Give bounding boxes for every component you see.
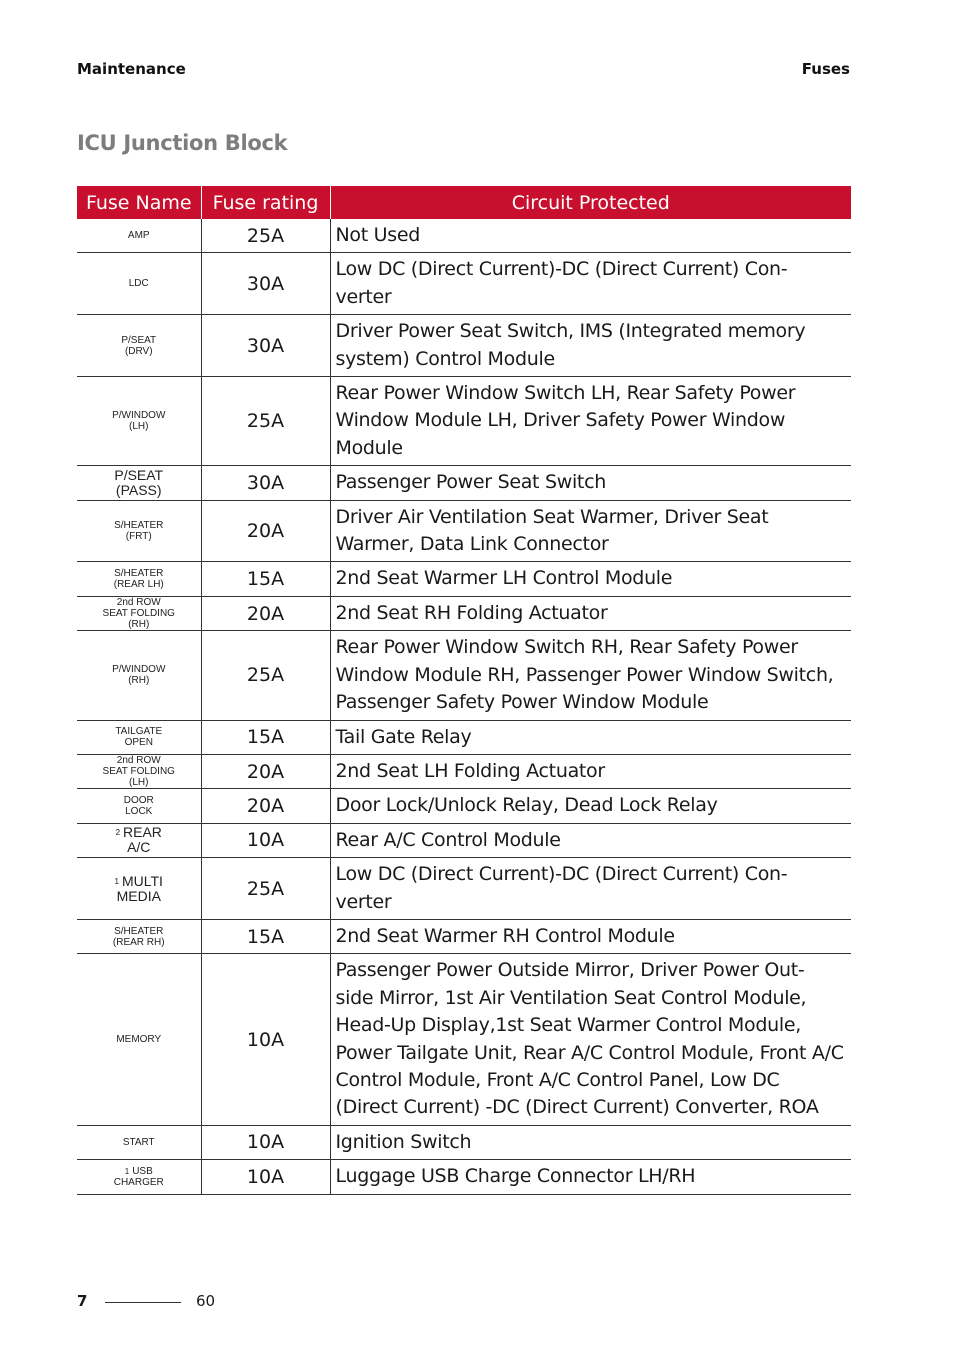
table-row <box>77 219 851 253</box>
fuse-name: USB CHARGER <box>113 1165 164 1188</box>
circuit-protected-cell: 2nd Seat RH Folding Actuator <box>330 596 851 630</box>
fuse-name: S/HEATER (REAR LH) <box>113 568 164 591</box>
circuit-protected-cell: Luggage USB Charge Connector LH/RH <box>330 1160 851 1194</box>
fuse-name: 2nd ROW SEAT FOLDING (RH) <box>102 597 175 631</box>
fuse-name-cell <box>77 823 201 857</box>
column-header-fuse-name: Fuse Name <box>77 186 201 219</box>
fuse-name: S/HEATER (FRT) <box>114 520 164 543</box>
table-row <box>77 631 851 720</box>
circuit-protected-cell: Passenger Power Seat Switch <box>330 466 851 500</box>
fuse-name: TAILGATE OPEN <box>115 726 163 749</box>
table-row <box>77 858 851 920</box>
circuit-protected-cell: Low DC (Direct Current)-DC (Direct Current) Con- verter <box>330 253 851 315</box>
circuit-protected-cell: Driver Air Ventilation Seat Warmer, Driver Seat Warmer, Data Link Connector <box>330 500 851 562</box>
fuse-footnote-marker: 2 <box>115 828 121 838</box>
fuse-name: P/SEAT (PASS) <box>114 466 164 498</box>
fuse-name: 2nd ROW SEAT FOLDING (LH) <box>102 755 175 789</box>
table-row <box>77 500 851 562</box>
fuse-name: MEMORY <box>116 1034 162 1046</box>
fuse-rating-cell: 20A <box>201 789 330 823</box>
table-row <box>77 720 851 754</box>
circuit-protected-cell: Not Used <box>330 219 851 253</box>
fuse-name: P/WINDOW (LH) <box>112 410 166 433</box>
fuse-name-cell <box>77 754 201 788</box>
fuse-name-cell <box>77 562 201 596</box>
fuse-rating-cell: 10A <box>201 954 330 1125</box>
fuse-rating-cell: 20A <box>201 596 330 630</box>
section-title: ICU Junction Block <box>77 131 288 155</box>
fuse-name-cell <box>77 315 201 377</box>
page-number: 60 <box>196 1292 216 1310</box>
chapter-number: 7 <box>77 1292 88 1310</box>
fuse-footnote-marker: 1 <box>124 1166 130 1176</box>
running-header-topic: Fuses <box>801 60 850 78</box>
fuse-table <box>77 186 851 1195</box>
fuse-rating-cell: 25A <box>201 858 330 920</box>
table-row <box>77 823 851 857</box>
fuse-rating-cell: 10A <box>201 1125 330 1159</box>
fuse-name-cell <box>77 219 201 253</box>
circuit-protected-cell: Ignition Switch <box>330 1125 851 1159</box>
running-header-section: Maintenance <box>77 60 186 78</box>
circuit-protected-cell: 2nd Seat Warmer RH Control Module <box>330 919 851 953</box>
table-row <box>77 754 851 788</box>
circuit-protected-cell: Low DC (Direct Current)-DC (Direct Current) Con- verter <box>330 858 851 920</box>
fuse-rating-cell: 25A <box>201 631 330 720</box>
circuit-protected-cell: Rear Power Window Switch LH, Rear Safety Power Window Module LH, Driver Safety Power Window Module <box>330 377 851 466</box>
fuse-rating-cell: 15A <box>201 720 330 754</box>
table-row <box>77 596 851 630</box>
circuit-protected-cell: Tail Gate Relay <box>330 720 851 754</box>
circuit-protected-cell: 2nd Seat Warmer LH Control Module <box>330 562 851 596</box>
fuse-rating-cell: 25A <box>201 377 330 466</box>
fuse-rating-cell: 15A <box>201 562 330 596</box>
circuit-protected-cell: Driver Power Seat Switch, IMS (Integrated memory system) Control Module <box>330 315 851 377</box>
fuse-name-cell <box>77 253 201 315</box>
fuse-rating-cell: 20A <box>201 754 330 788</box>
table-row <box>77 562 851 596</box>
fuse-name-cell <box>77 1125 201 1159</box>
fuse-rating-cell: 25A <box>201 219 330 253</box>
fuse-name-cell <box>77 631 201 720</box>
circuit-protected-cell: Door Lock/Unlock Relay, Dead Lock Relay <box>330 789 851 823</box>
fuse-name: LDC <box>128 278 149 290</box>
table-row <box>77 919 851 953</box>
fuse-name-cell <box>77 919 201 953</box>
fuse-name: P/WINDOW (RH) <box>112 664 166 687</box>
table-row <box>77 1160 851 1194</box>
footer-divider <box>105 1302 181 1303</box>
fuse-rating-cell: 30A <box>201 466 330 500</box>
table-row <box>77 315 851 377</box>
fuse-rating-cell: 20A <box>201 500 330 562</box>
table-header-row <box>77 186 851 219</box>
fuse-name: START <box>122 1136 155 1148</box>
fuse-name-cell <box>77 954 201 1125</box>
fuse-name-cell <box>77 377 201 466</box>
table-row <box>77 253 851 315</box>
circuit-protected-cell: 2nd Seat LH Folding Actuator <box>330 754 851 788</box>
fuse-rating-cell: 30A <box>201 315 330 377</box>
column-header-circuit-protected: Circuit Protected <box>330 186 851 219</box>
table-row <box>77 466 851 500</box>
fuse-name: MULTI MEDIA <box>116 872 163 904</box>
fuse-name: DOOR LOCK <box>123 795 154 818</box>
circuit-protected-cell: Passenger Power Outside Mirror, Driver Power Out- side Mirror, 1st Air Ventilation Seat Control Module, Head-Up Display,1st Seat Warmer Control Module, Power Tailgate Unit, Rear A/C Control Module, Front A/C Control Module, Front A/C Control Panel, Low DC (Direct Current) -DC (Direct Current) Converter, ROA <box>330 954 851 1125</box>
table-row <box>77 954 851 1125</box>
circuit-protected-cell: Rear Power Window Switch RH, Rear Safety Power Window Module RH, Passenger Power Window Switch, Passenger Safety Power Window Module <box>330 631 851 720</box>
fuse-name-cell <box>77 1160 201 1194</box>
fuse-name-cell <box>77 596 201 630</box>
fuse-rating-cell: 15A <box>201 919 330 953</box>
table-row <box>77 1125 851 1159</box>
fuse-name-cell <box>77 789 201 823</box>
fuse-footnote-marker: 1 <box>114 876 119 886</box>
table-row <box>77 377 851 466</box>
circuit-protected-cell: Rear A/C Control Module <box>330 823 851 857</box>
column-header-fuse-rating: Fuse rating <box>201 186 330 219</box>
fuse-name-cell <box>77 466 201 500</box>
fuse-name-cell <box>77 720 201 754</box>
fuse-rating-cell: 10A <box>201 823 330 857</box>
fuse-name: REAR A/C <box>123 824 162 856</box>
fuse-name: P/SEAT (DRV) <box>121 334 157 357</box>
fuse-name-cell <box>77 858 201 920</box>
fuse-rating-cell: 30A <box>201 253 330 315</box>
fuse-rating-cell: 10A <box>201 1160 330 1194</box>
table-row <box>77 789 851 823</box>
fuse-name-cell <box>77 500 201 562</box>
fuse-table-body <box>77 219 851 1194</box>
fuse-name: S/HEATER (REAR RH) <box>112 925 165 948</box>
fuse-name: AMP <box>127 230 150 242</box>
